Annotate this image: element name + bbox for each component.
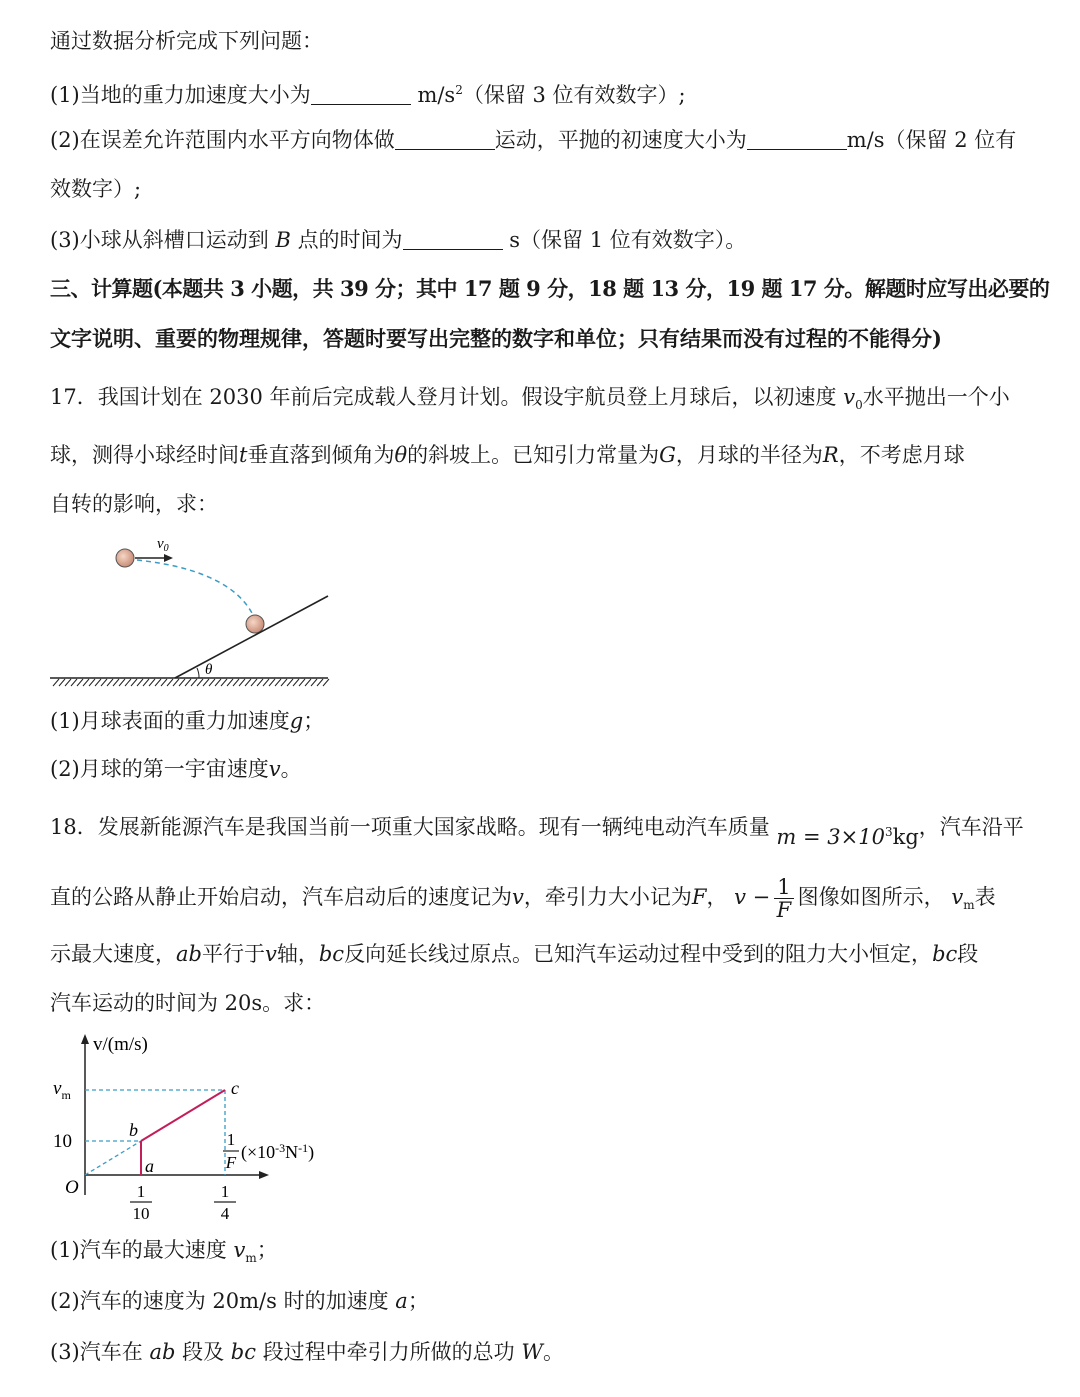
svg-text:F: F	[225, 1153, 237, 1172]
hatch-mark	[149, 679, 155, 686]
hatch-mark	[197, 679, 203, 686]
point-c-label: c	[231, 1078, 239, 1098]
hatch-mark	[281, 679, 287, 686]
section-heading: 三、计算题(本题共 3 小题，共 39 分；其中 17 题 9 分，18 题 13 分，19 题 17 分。解题时应写出必要的	[50, 276, 1050, 301]
q16-part3: (3)小球从斜槽口运动到 B 点的时间为 s（保留 1 位有效数字）。	[50, 228, 747, 252]
q17-line2: 球，测得小球经时间t垂直落到倾角为θ的斜坡上。已知引力常量为G，月球的半径为R，不考虑月球	[50, 443, 965, 467]
y-tick-vm: $v_m$	[53, 1078, 71, 1102]
hatch-mark	[173, 679, 179, 686]
hatch-mark	[83, 679, 89, 686]
hatch-mark	[107, 679, 113, 686]
hatch-mark	[245, 679, 251, 686]
q18-sub1: (1)汽车的最大速度 $v_m$；	[50, 1238, 278, 1266]
x-axis-arrow-icon	[259, 1171, 269, 1179]
svg-text:1: 1	[226, 1130, 236, 1149]
hatch-mark	[257, 679, 263, 686]
hatch-mark	[95, 679, 101, 686]
projectile-figure	[45, 530, 345, 695]
q17-line1: 17．我国计划在 2030 年前后完成载人登月计划。假设宇航员登上月球后，以初速度 $v_0$水平抛出一个小	[50, 385, 1010, 413]
hatch-mark	[77, 679, 83, 686]
x-tick-1-10-den: 10	[132, 1204, 150, 1223]
point-a-label: a	[145, 1156, 154, 1176]
trajectory	[137, 560, 253, 615]
hatch-mark	[131, 679, 137, 686]
section-heading-cont: 文字说明、重要的物理规律，答题时要写出完整的数字和单位；只有结果而没有过程的不能得分)	[50, 326, 942, 351]
hatch-mark	[125, 679, 131, 686]
bc-extension-line	[85, 1141, 141, 1175]
q18-line4: 汽车运动的时间为 20s。求：	[50, 991, 326, 1015]
hatch-mark	[263, 679, 269, 686]
hatch-mark	[221, 679, 227, 686]
hatch-mark	[53, 679, 59, 686]
y-axis-label: v/(m/s)	[93, 1034, 148, 1055]
hatch-mark	[179, 679, 185, 686]
hatch-mark	[323, 679, 329, 686]
hatch-mark	[239, 679, 245, 686]
hatch-mark	[209, 679, 215, 686]
hatch-mark	[71, 679, 77, 686]
hatch-mark	[305, 679, 311, 686]
answer-blank[interactable]	[747, 127, 847, 150]
q17-sub2: (2)月球的第一宇宙速度v。	[50, 757, 302, 781]
q18-line3: 示最大速度，ab平行于v轴，bc反向延长线过原点。已知汽车运动过程中受到的阻力大小恒定，bc段	[50, 942, 979, 966]
hatch-mark	[275, 679, 281, 686]
q16-part1: (1)当地的重力加速度大小为 $m/s^2$（保留 3 位有效数字）;	[50, 83, 686, 107]
hatch-mark	[101, 679, 107, 686]
q18-sub2: (2)汽车的速度为 20m/s 时的加速度 a；	[50, 1289, 429, 1313]
slope-line	[175, 596, 328, 678]
q17-line3: 自转的影响，求：	[50, 492, 218, 516]
hatch-mark	[119, 679, 125, 686]
angle-arc	[197, 668, 199, 678]
hatch-mark	[185, 679, 191, 686]
ball-start	[116, 549, 134, 567]
hatch-mark	[311, 679, 317, 686]
hatch-mark	[233, 679, 239, 686]
q18-line2: 直的公路从静止开始启动，汽车启动后的速度记为v，牵引力大小记为F， v − $\frac{1}{F}$ 图像如图所示， $v_m$表	[50, 875, 996, 922]
q16-part2-cont: 效数字）;	[50, 177, 142, 201]
hatch-mark	[227, 679, 233, 686]
hatch-mark	[161, 679, 167, 686]
velocity-label: $v_0$	[157, 536, 169, 554]
intro-text: 通过数据分析完成下列问题：	[50, 29, 323, 53]
origin-label: O	[65, 1177, 79, 1198]
hatch-mark	[293, 679, 299, 686]
hatch-mark	[269, 679, 275, 686]
hatch-mark	[143, 679, 149, 686]
q18-sub3: (3)汽车在 ab 段及 bc 段过程中牵引力所做的总功 W。	[50, 1340, 564, 1364]
y-tick-10: 10	[53, 1131, 72, 1152]
point-b-label: b	[129, 1120, 138, 1140]
x-tick-1-10-num: 1	[136, 1182, 146, 1201]
ground-hatching	[53, 679, 329, 686]
hatch-mark	[191, 679, 197, 686]
answer-blank[interactable]	[311, 82, 411, 105]
x-tick-1-4-num: 1	[220, 1182, 230, 1201]
angle-label: θ	[205, 662, 213, 678]
y-axis-arrow-icon	[81, 1034, 89, 1044]
hatch-mark	[137, 679, 143, 686]
hatch-mark	[203, 679, 209, 686]
q17-sub1: (1)月球表面的重力加速度g；	[50, 709, 325, 733]
hatch-mark	[287, 679, 293, 686]
x-axis-label	[223, 1130, 314, 1172]
hatch-mark	[89, 679, 95, 686]
x-tick-1-4-den: 4	[220, 1204, 230, 1223]
answer-blank[interactable]	[403, 227, 503, 250]
q16-part2: (2)在误差允许范围内水平方向物体做 运动，平抛的初速度大小为 m/s（保留 2 位有	[50, 128, 1017, 152]
hatch-mark	[251, 679, 257, 686]
hatch-mark	[59, 679, 65, 686]
v-inverse-F-graph	[45, 1030, 355, 1225]
hatch-mark	[155, 679, 161, 686]
hatch-mark	[167, 679, 173, 686]
fraction-1-over-F: $\frac{1}{F}$	[774, 876, 793, 921]
arrow-head-icon	[164, 554, 173, 562]
q18-line1: 18．发展新能源汽车是我国当前一项重大国家战略。现有一辆纯电动汽车质量 $m = 3\times 10^3kg$，汽车沿平	[50, 815, 1024, 849]
hatch-mark	[65, 679, 71, 686]
answer-blank[interactable]	[395, 127, 495, 150]
hatch-mark	[317, 679, 323, 686]
hatch-mark	[215, 679, 221, 686]
segment-bc	[141, 1090, 225, 1141]
hatch-mark	[113, 679, 119, 686]
svg-text:(×10-3N-1): $(\times 10^{-3}N^{-1})$	[241, 1141, 315, 1162]
hatch-mark	[299, 679, 305, 686]
ball-end	[246, 615, 264, 633]
